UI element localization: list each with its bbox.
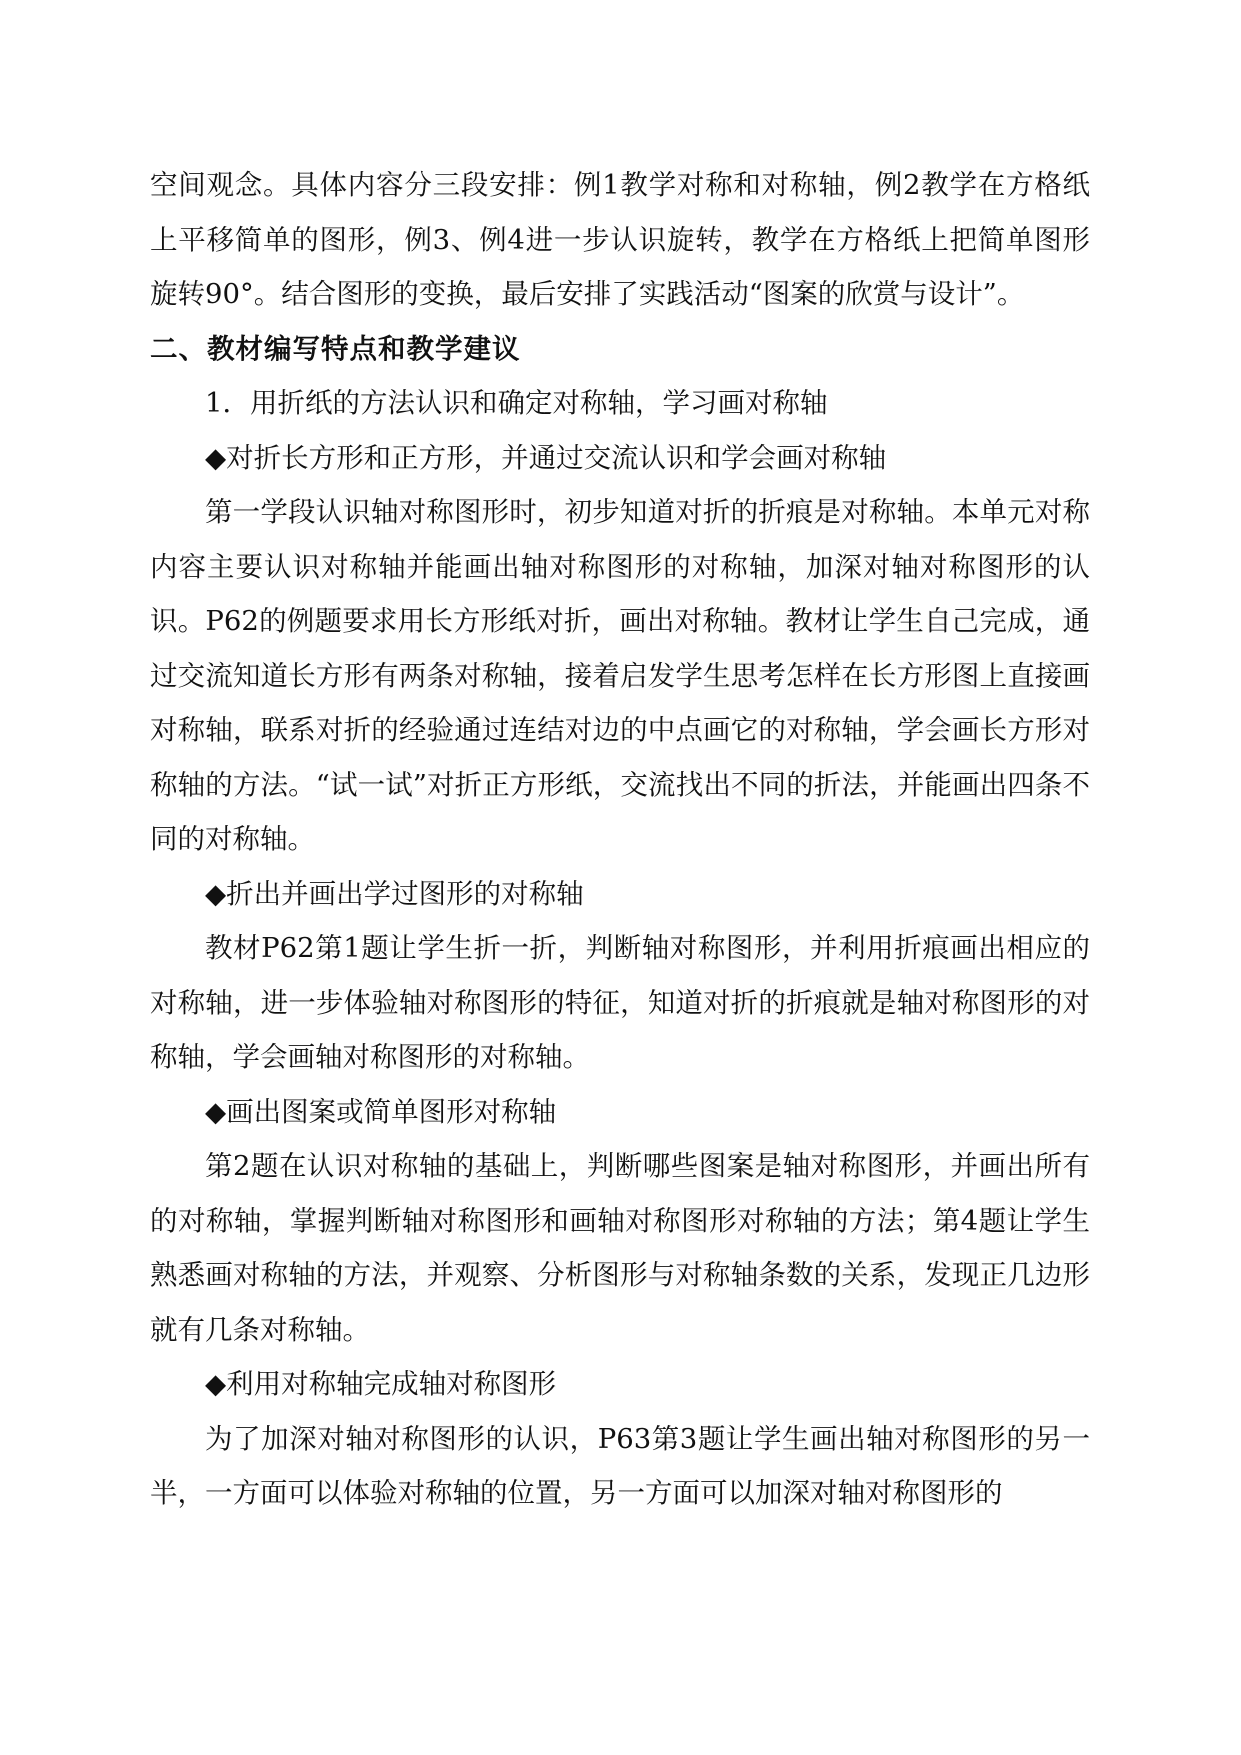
paragraph-2: 教材P62第1题让学生折一折，判断轴对称图形，并利用折痕画出相应的对称轴，进一步体验轴对称图形的特征，知道对折的折痕就是轴对称图形的对称轴，学会画轴对称图形的对称轴。 (150, 932, 1090, 1073)
section-heading: 二、教材编写特点和教学建议 (150, 332, 521, 365)
paragraph-1: 第一学段认识轴对称图形时，初步知道对折的折痕是对称轴。本单元对称内容主要认识对称轴并能画出轴对称图形的对称轴，加深对轴对称图形的认识。P62的例题要求用长方形纸对折，画出对称轴。教材让学生自己完成，通过交流知道长方形有两条对称轴，接着启发学生思考怎样在长方形图上直接画对称轴，联系对折的经验通过连结对边的中点画它的对称轴，学会画长方形对称轴的方法。“试一试”对折正方形纸，交流找出不同的折法，并能画出四条不同的对称轴。 (150, 496, 1090, 855)
bullet-heading-1: ◆对折长方形和正方形，并通过交流认识和学会画对称轴 (205, 441, 887, 474)
bullet-heading-3: ◆画出图案或简单图形对称轴 (205, 1095, 557, 1128)
bullet-heading-4: ◆利用对称轴完成轴对称图形 (205, 1368, 557, 1400)
document-body (150, 158, 1090, 1521)
item-heading-1: 1．用折纸的方法认识和确定对称轴，学习画对称轴 (205, 387, 828, 419)
paragraph-4: 为了加深对轴对称图形的认识，P63第3题让学生画出轴对称图形的另一半，一方面可以体验对称轴的位置，另一方面可以加深对轴对称图形的 (150, 1422, 1090, 1509)
intro-paragraph: 空间观念。具体内容分三段安排：例1教学对称和对称轴，例2教学在方格纸上平移简单的图形，例3、例4进一步认识旋转，教学在方格纸上把简单图形旋转90°。结合图形的变换，最后安排了实践活动“图案的欣赏与设计”。 (150, 169, 1090, 310)
paragraph-3: 第2题在认识对称轴的基础上，判断哪些图案是轴对称图形，并画出所有的对称轴，掌握判断轴对称图形和画轴对称图形对称轴的方法；第4题让学生熟悉画对称轴的方法，并观察、分析图形与对称轴条数的关系，发现正几边形就有几条对称轴。 (150, 1150, 1090, 1346)
bullet-heading-2: ◆折出并画出学过图形的对称轴 (205, 877, 584, 910)
